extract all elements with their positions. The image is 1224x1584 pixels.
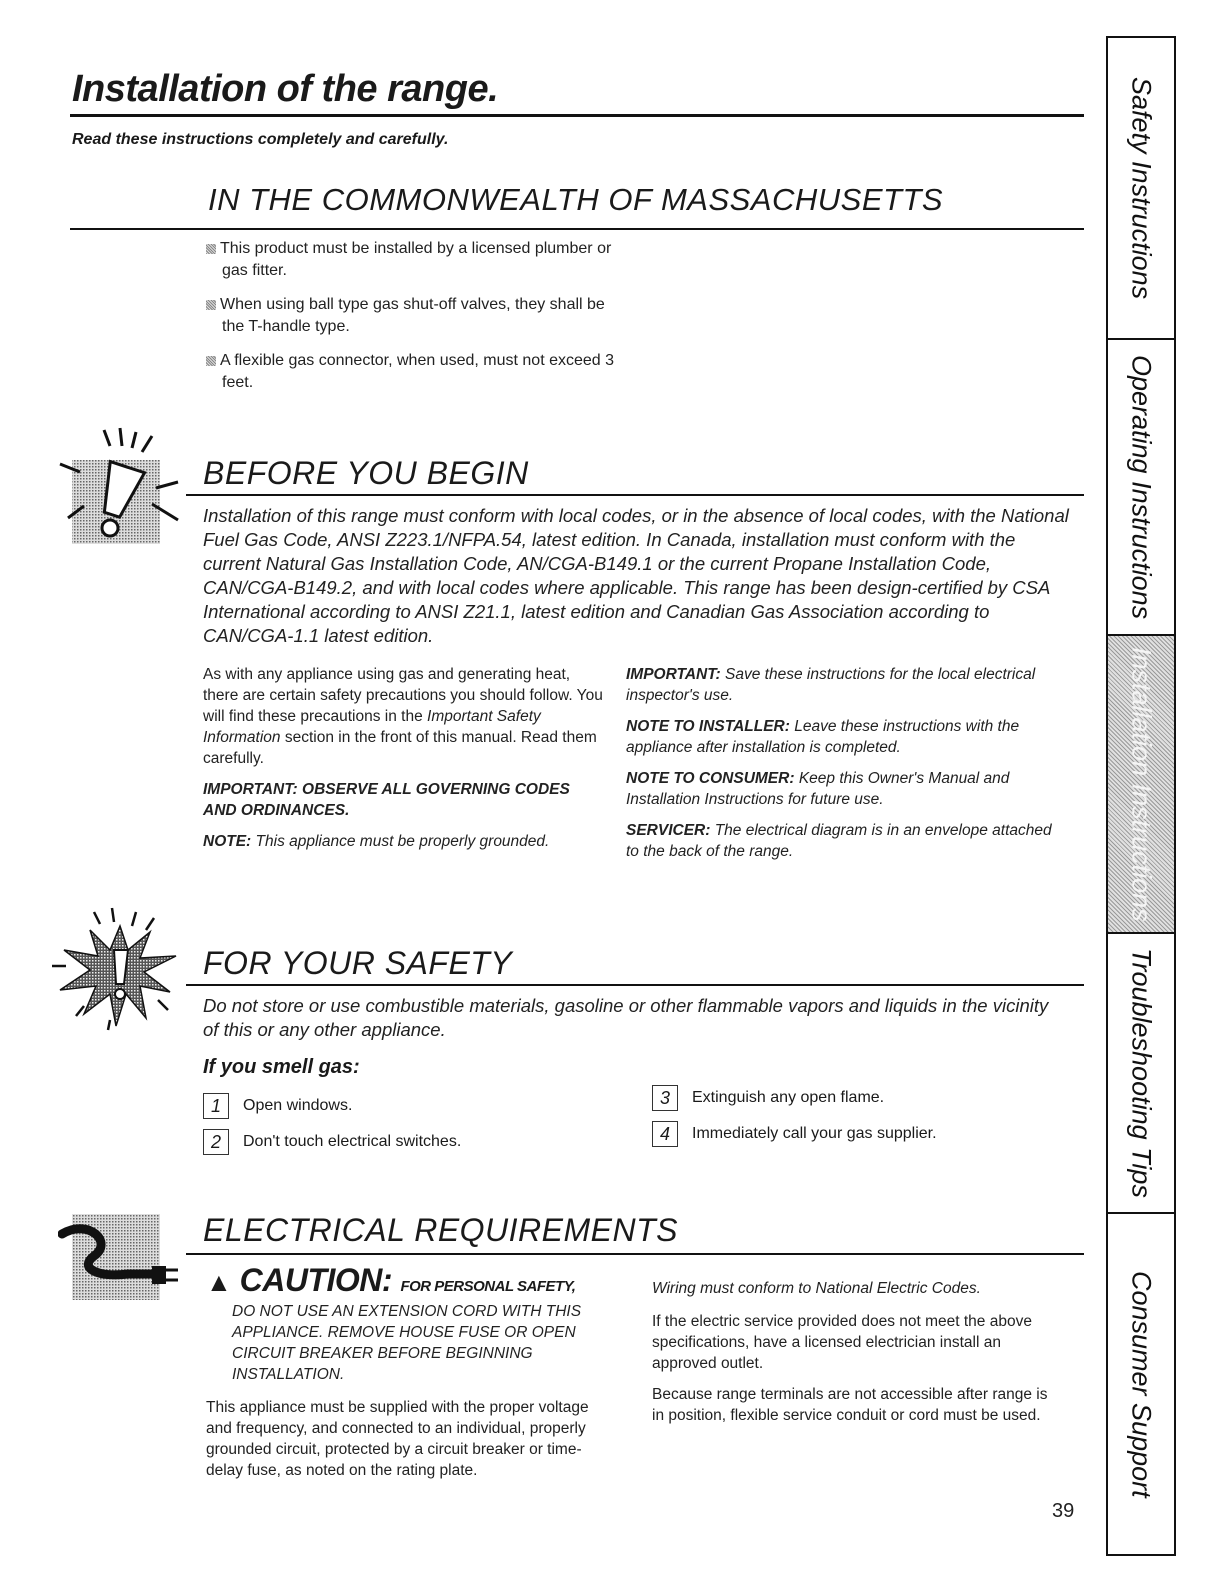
- smell-gas-heading: If you smell gas:: [203, 1056, 360, 1078]
- before-rule: [186, 494, 1084, 496]
- electrical-heading: ELECTRICAL REQUIREMENTS: [203, 1212, 678, 1248]
- list-item: This product must be installed by a licensed plumber or gas fitter.: [206, 238, 616, 282]
- grounded-note: NOTE: This appliance must be properly grounded.: [203, 833, 550, 850]
- warning-triangle-icon: ▲: [206, 1267, 232, 1297]
- electric-plug-icon: [58, 1212, 182, 1302]
- list-item: 4 Immediately call your gas supplier.: [652, 1116, 1072, 1152]
- list-item: A flexible gas connector, when used, must not exceed 3 feet.: [206, 350, 616, 394]
- important-codes: IMPORTANT: OBSERVE ALL GOVERNING CODES AND ORDINANCES.: [203, 781, 570, 819]
- bullet-icon: [206, 300, 216, 310]
- safety-precautions-text: As with any appliance using gas and generating heat, there are certain safety precautions you should follow. You will find these precautions in the Important Safety Information section in the front of this manual. Read them carefully.: [203, 666, 603, 767]
- note-servicer: SERVICER: The electrical diagram is in an envelope attached to the back of the range.: [626, 822, 1052, 860]
- bullet-icon: [206, 356, 216, 366]
- page-subtitle: Read these instructions completely and carefully.: [72, 131, 449, 148]
- safety-intro: Do not store or use combustible materials, gasoline or other flammable vapors and liquids in the vicinity of this or any other appliance.: [203, 995, 1049, 1040]
- massachusetts-list: [206, 238, 616, 394]
- section-tabs: [1106, 36, 1176, 1556]
- warning-exclamation-icon: [56, 424, 186, 546]
- list-item: When using ball type gas shut-off valves, they shall be the T-handle type.: [206, 294, 616, 338]
- tab-installation-instructions[interactable]: Installation Instructions: [1108, 636, 1174, 934]
- electrical-rule: [186, 1253, 1084, 1255]
- tab-operating-instructions[interactable]: Operating Instructions: [1108, 340, 1174, 636]
- note-important: IMPORTANT: Save these instructions for the local electrical inspector's use.: [626, 666, 1036, 704]
- page-number: 39: [1052, 1500, 1075, 1522]
- tab-safety-instructions[interactable]: Safety Instructions: [1108, 38, 1174, 340]
- list-item: 2 Don't touch electrical switches.: [203, 1124, 623, 1160]
- bullet-icon: [206, 244, 216, 254]
- voltage-text: This appliance must be supplied with the proper voltage and frequency, and connected to an individual, properly grounded circuit, protected by a circuit breaker or time-delay fuse, as noted on the rating plate.: [206, 1399, 589, 1479]
- note-installer: NOTE TO INSTALLER: Leave these instructions with the appliance after installation is completed.: [626, 718, 1020, 756]
- list-item: 1 Open windows.: [203, 1088, 623, 1124]
- list-item: 3 Extinguish any open flame.: [652, 1080, 1072, 1116]
- massachusetts-rule: [70, 228, 1084, 230]
- massachusetts-heading: IN THE COMMONWEALTH OF MASSACHUSETTS: [208, 182, 944, 217]
- tab-consumer-support[interactable]: Consumer Support: [1126, 1270, 1157, 1498]
- before-you-begin-heading: BEFORE YOU BEGIN: [203, 455, 529, 491]
- steps-left: [203, 1088, 623, 1160]
- wiring-note: Wiring must conform to National Electric Codes.: [652, 1280, 981, 1297]
- electrical-right-column: [652, 1278, 1062, 1426]
- caution-text: DO NOT USE AN EXTENSION CORD WITH THIS APPLIANCE. REMOVE HOUSE FUSE OR OPEN CIRCUIT BREAKER BEFORE BEGINNING INSTALLATION.: [232, 1303, 582, 1383]
- page-title: Installation of the range.: [72, 68, 499, 110]
- steps-right: [652, 1080, 1072, 1152]
- title-rule: [70, 114, 1084, 117]
- before-left-column: [203, 664, 603, 852]
- caution-block: [206, 1262, 616, 1481]
- for-your-safety-heading: FOR YOUR SAFETY: [203, 945, 513, 981]
- terminals-text: Because range terminals are not accessible after range is in position, flexible service conduit or cord must be used.: [652, 1386, 1048, 1424]
- tab-troubleshooting-tips[interactable]: Troubleshooting Tips: [1108, 934, 1174, 1214]
- safety-burst-icon: [50, 906, 190, 1032]
- service-text: If the electric service provided does not meet the above specifications, have a licensed electrician install an approved outlet.: [652, 1313, 1032, 1372]
- before-intro: Installation of this range must conform with local codes, or in the absence of local codes, with the National Fuel Gas Code, ANSI Z223.1/NFPA.54, latest edition. In Canada, installation must conform with the current Natural Gas Installation Code, AN/CGA-B149.1 or the current Propane Installation Code, CAN/CGA-B149.2, and with local codes where applicable. This range has been design-certified by CSA International according to ANSI Z21.1, latest edition and Canadian Gas Association according to CAN/CGA-1.1 latest edition.: [203, 505, 1069, 646]
- before-right-column: [626, 664, 1056, 872]
- note-consumer: NOTE TO CONSUMER: Keep this Owner's Manual and Installation Instructions for future use.: [626, 770, 1010, 808]
- caution-title: ▲ CAUTION: FOR PERSONAL SAFETY,: [206, 1262, 576, 1298]
- safety-rule: [186, 984, 1084, 986]
